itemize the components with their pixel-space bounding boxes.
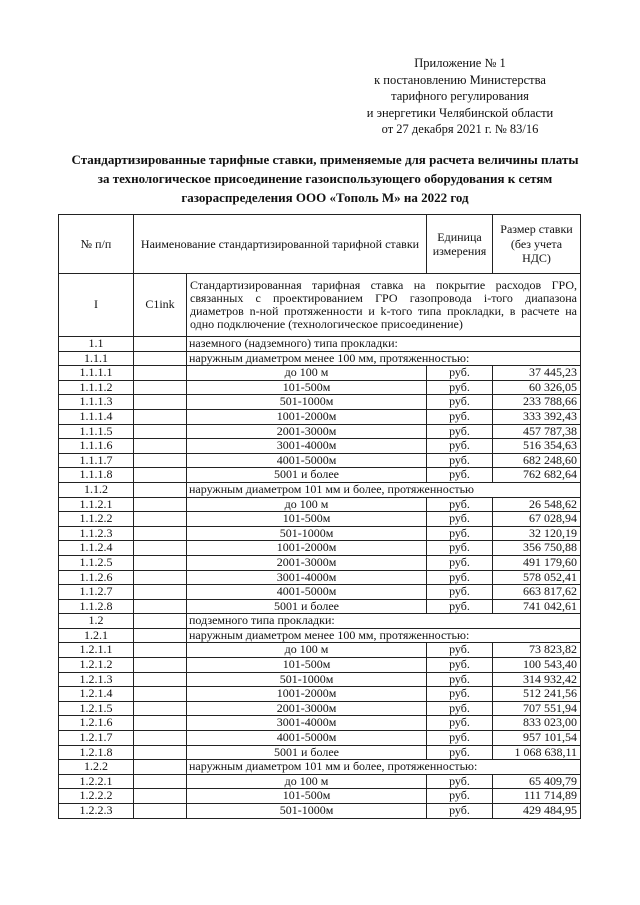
- row-unit: руб.: [427, 701, 493, 716]
- row-unit: руб.: [427, 526, 493, 541]
- row-unit: руб.: [427, 599, 493, 614]
- row-code-empty: [134, 614, 187, 629]
- row-length: 3001-4000м: [187, 439, 427, 454]
- row-code-empty: [134, 628, 187, 643]
- row-code-empty: [134, 497, 187, 512]
- row-num: 1.1.2.4: [59, 541, 134, 556]
- row-value: 60 326,05: [493, 380, 581, 395]
- row-num: 1.2.2.1: [59, 774, 134, 789]
- row-value: 233 788,66: [493, 395, 581, 410]
- row-value: 333 392,43: [493, 409, 581, 424]
- row-code-empty: [134, 745, 187, 760]
- row-code-empty: [134, 789, 187, 804]
- row-value: 429 484,95: [493, 804, 581, 819]
- row-length: 1001-2000м: [187, 409, 427, 424]
- table-section-row: [59, 628, 581, 643]
- title-line: Стандартизированные тарифные ставки, применяемые для расчета величины платы: [71, 152, 579, 167]
- row-length: 2001-3000м: [187, 555, 427, 570]
- table-row: [59, 804, 581, 819]
- row-value: 1 068 638,11: [493, 745, 581, 760]
- table-row: [59, 585, 581, 600]
- row-value: 682 248,60: [493, 453, 581, 468]
- row-code-empty: [134, 453, 187, 468]
- row-num: 1.1.1.7: [59, 453, 134, 468]
- row-value: 457 787,38: [493, 424, 581, 439]
- row-unit: руб.: [427, 512, 493, 527]
- row-code-empty: [134, 716, 187, 731]
- table-row: [59, 599, 581, 614]
- row-num: 1.2.1.3: [59, 672, 134, 687]
- row-code-empty: [134, 424, 187, 439]
- table-row: [59, 453, 581, 468]
- table-section-row: [59, 614, 581, 629]
- appendix-line: и энергетики Челябинской области: [366, 105, 554, 120]
- row-value: 957 101,54: [493, 731, 581, 746]
- appendix-line: Приложение № 1: [414, 56, 506, 70]
- table-row: [59, 468, 581, 483]
- row-length: 5001 и более: [187, 745, 427, 760]
- header-rate: Размер ставки (без учета НДС): [493, 215, 581, 274]
- row-value: 578 052,41: [493, 570, 581, 585]
- intro-row: [59, 274, 581, 337]
- row-code-empty: [134, 585, 187, 600]
- row-length: 5001 и более: [187, 468, 427, 483]
- table-row: [59, 716, 581, 731]
- row-code-empty: [134, 570, 187, 585]
- appendix-line: от 27 декабря 2021 г. № 83/16: [381, 122, 539, 136]
- row-code-empty: [134, 687, 187, 702]
- table-row: [59, 409, 581, 424]
- row-unit: руб.: [427, 497, 493, 512]
- header-name: Наименование стандартизированной тарифной ставки: [134, 215, 427, 274]
- row-num: 1.1.2: [59, 482, 134, 497]
- row-length: 501-1000м: [187, 804, 427, 819]
- row-unit: руб.: [427, 453, 493, 468]
- row-code-empty: [134, 804, 187, 819]
- table-row: [59, 380, 581, 395]
- table-row: [59, 643, 581, 658]
- row-num: 1.2.1: [59, 628, 134, 643]
- table-row: [59, 745, 581, 760]
- table-section-row: [59, 760, 581, 775]
- row-code-empty: [134, 658, 187, 673]
- row-length: 2001-3000м: [187, 424, 427, 439]
- table-section-row: [59, 351, 581, 366]
- row-unit: руб.: [427, 687, 493, 702]
- row-length: до 100 м: [187, 774, 427, 789]
- row-code-empty: [134, 672, 187, 687]
- row-num: 1.2.2.3: [59, 804, 134, 819]
- row-unit: руб.: [427, 409, 493, 424]
- row-num: 1.2.1.8: [59, 745, 134, 760]
- row-code-empty: [134, 482, 187, 497]
- row-num: 1.1.2.7: [59, 585, 134, 600]
- row-unit: руб.: [427, 570, 493, 585]
- row-num: 1.1.1: [59, 351, 134, 366]
- row-code-empty: [134, 760, 187, 775]
- row-value: 67 028,94: [493, 512, 581, 527]
- row-code-empty: [134, 351, 187, 366]
- section-text: наружным диаметром менее 100 мм, протяженностью:: [187, 351, 581, 366]
- row-unit: руб.: [427, 672, 493, 687]
- row-length: 101-500м: [187, 380, 427, 395]
- row-num: 1.1: [59, 337, 134, 352]
- table-row: [59, 789, 581, 804]
- table-row: [59, 555, 581, 570]
- section-text: наружным диаметром 101 мм и более, протяженностью: [187, 482, 581, 497]
- row-length: 2001-3000м: [187, 701, 427, 716]
- row-num: 1.2.2: [59, 760, 134, 775]
- row-code-empty: [134, 774, 187, 789]
- intro-text: Стандартизированная тарифная ставка на покрытие расходов ГРО, связанных с проектированием ГРО газопровода i-того диапазона диаметров n-ной протяженности и k-того типа прокладки, в расчете на одно подключение (технологическое присоединение): [187, 274, 581, 337]
- row-unit: руб.: [427, 658, 493, 673]
- row-code-empty: [134, 701, 187, 716]
- title-line: газораспределения ООО «Тополь М» на 2022 год: [181, 190, 469, 205]
- row-value: 516 354,63: [493, 439, 581, 454]
- row-unit: руб.: [427, 439, 493, 454]
- row-code-empty: [134, 731, 187, 746]
- row-num: 1.1.2.6: [59, 570, 134, 585]
- row-num: 1.1.1.3: [59, 395, 134, 410]
- section-text: наружным диаметром 101 мм и более, протяженностью:: [187, 760, 581, 775]
- row-num: 1.2.1.1: [59, 643, 134, 658]
- row-length: 501-1000м: [187, 395, 427, 410]
- row-value: 762 682,64: [493, 468, 581, 483]
- row-num: 1.2.1.7: [59, 731, 134, 746]
- row-unit: руб.: [427, 380, 493, 395]
- row-num: 1.2.1.6: [59, 716, 134, 731]
- row-num: 1.1.1.2: [59, 380, 134, 395]
- row-unit: руб.: [427, 643, 493, 658]
- row-num: 1.1.1.1: [59, 366, 134, 381]
- header-unit: Единица измерения: [427, 215, 493, 274]
- row-num: 1.2: [59, 614, 134, 629]
- row-num: 1.1.2.5: [59, 555, 134, 570]
- row-value: 32 120,19: [493, 526, 581, 541]
- row-value: 73 823,82: [493, 643, 581, 658]
- row-value: 491 179,60: [493, 555, 581, 570]
- document-title: [40, 150, 610, 207]
- row-value: 111 714,89: [493, 789, 581, 804]
- row-code-empty: [134, 512, 187, 527]
- row-length: 3001-4000м: [187, 716, 427, 731]
- row-length: 501-1000м: [187, 672, 427, 687]
- table-row: [59, 366, 581, 381]
- row-unit: руб.: [427, 541, 493, 556]
- row-value: 100 543,40: [493, 658, 581, 673]
- table-row: [59, 731, 581, 746]
- section-text: наземного (надземного) типа прокладки:: [187, 337, 581, 352]
- row-value: 37 445,23: [493, 366, 581, 381]
- row-value: 356 750,88: [493, 541, 581, 556]
- row-value: 512 241,56: [493, 687, 581, 702]
- row-length: до 100 м: [187, 497, 427, 512]
- table-row: [59, 687, 581, 702]
- row-code-empty: [134, 409, 187, 424]
- table-row: [59, 541, 581, 556]
- row-num: 1.2.1.4: [59, 687, 134, 702]
- row-num: 1.1.2.1: [59, 497, 134, 512]
- row-length: 1001-2000м: [187, 541, 427, 556]
- table-row: [59, 774, 581, 789]
- row-value: 741 042,61: [493, 599, 581, 614]
- table-section-row: [59, 337, 581, 352]
- row-unit: руб.: [427, 424, 493, 439]
- row-num: 1.2.2.2: [59, 789, 134, 804]
- row-value: 663 817,62: [493, 585, 581, 600]
- row-unit: руб.: [427, 774, 493, 789]
- intro-code: C1ink: [134, 274, 187, 337]
- table-row: [59, 395, 581, 410]
- row-length: 3001-4000м: [187, 570, 427, 585]
- table-row: [59, 658, 581, 673]
- row-unit: руб.: [427, 745, 493, 760]
- row-num: 1.1.2.8: [59, 599, 134, 614]
- table-section-row: [59, 482, 581, 497]
- row-code-empty: [134, 439, 187, 454]
- row-code-empty: [134, 643, 187, 658]
- row-value: 65 409,79: [493, 774, 581, 789]
- section-text: подземного типа прокладки:: [187, 614, 581, 629]
- row-unit: руб.: [427, 789, 493, 804]
- row-code-empty: [134, 380, 187, 395]
- row-code-empty: [134, 599, 187, 614]
- row-length: 1001-2000м: [187, 687, 427, 702]
- row-length: 4001-5000м: [187, 731, 427, 746]
- appendix-line: тарифного регулирования: [391, 89, 529, 103]
- row-length: 501-1000м: [187, 526, 427, 541]
- row-length: 101-500м: [187, 658, 427, 673]
- row-length: 101-500м: [187, 512, 427, 527]
- row-length: до 100 м: [187, 643, 427, 658]
- table-row: [59, 526, 581, 541]
- row-unit: руб.: [427, 804, 493, 819]
- row-code-empty: [134, 526, 187, 541]
- title-line: за технологическое присоединение газоиспользующего оборудования к сетям: [97, 171, 553, 186]
- row-code-empty: [134, 541, 187, 556]
- row-code-empty: [134, 555, 187, 570]
- row-length: 4001-5000м: [187, 453, 427, 468]
- header-num: № п/п: [59, 215, 134, 274]
- table-row: [59, 701, 581, 716]
- row-code-empty: [134, 468, 187, 483]
- row-code-empty: [134, 366, 187, 381]
- row-value: 833 023,00: [493, 716, 581, 731]
- appendix-line: к постановлению Министерства: [374, 72, 546, 87]
- table-row: [59, 570, 581, 585]
- row-unit: руб.: [427, 585, 493, 600]
- row-value: 26 548,62: [493, 497, 581, 512]
- row-value: 707 551,94: [493, 701, 581, 716]
- row-length: 4001-5000м: [187, 585, 427, 600]
- table-row: [59, 672, 581, 687]
- row-unit: руб.: [427, 731, 493, 746]
- row-length: 5001 и более: [187, 599, 427, 614]
- row-value: 314 932,42: [493, 672, 581, 687]
- row-code-empty: [134, 395, 187, 410]
- table-row: [59, 512, 581, 527]
- table-row: [59, 439, 581, 454]
- row-unit: руб.: [427, 716, 493, 731]
- row-num: 1.2.1.5: [59, 701, 134, 716]
- row-num: 1.1.1.4: [59, 409, 134, 424]
- row-length: 101-500м: [187, 789, 427, 804]
- section-text: наружным диаметром менее 100 мм, протяженностью:: [187, 628, 581, 643]
- row-unit: руб.: [427, 468, 493, 483]
- row-num: 1.2.1.2: [59, 658, 134, 673]
- row-num: 1.1.1.6: [59, 439, 134, 454]
- appendix-header: [330, 55, 590, 138]
- row-unit: руб.: [427, 395, 493, 410]
- intro-num: I: [59, 274, 134, 337]
- table-header-row: [59, 215, 581, 274]
- row-num: 1.1.2.2: [59, 512, 134, 527]
- row-num: 1.1.1.8: [59, 468, 134, 483]
- row-unit: руб.: [427, 555, 493, 570]
- row-code-empty: [134, 337, 187, 352]
- table-row: [59, 497, 581, 512]
- row-num: 1.1.1.5: [59, 424, 134, 439]
- table-row: [59, 424, 581, 439]
- row-unit: руб.: [427, 366, 493, 381]
- row-length: до 100 м: [187, 366, 427, 381]
- tariff-table: [58, 214, 581, 819]
- row-num: 1.1.2.3: [59, 526, 134, 541]
